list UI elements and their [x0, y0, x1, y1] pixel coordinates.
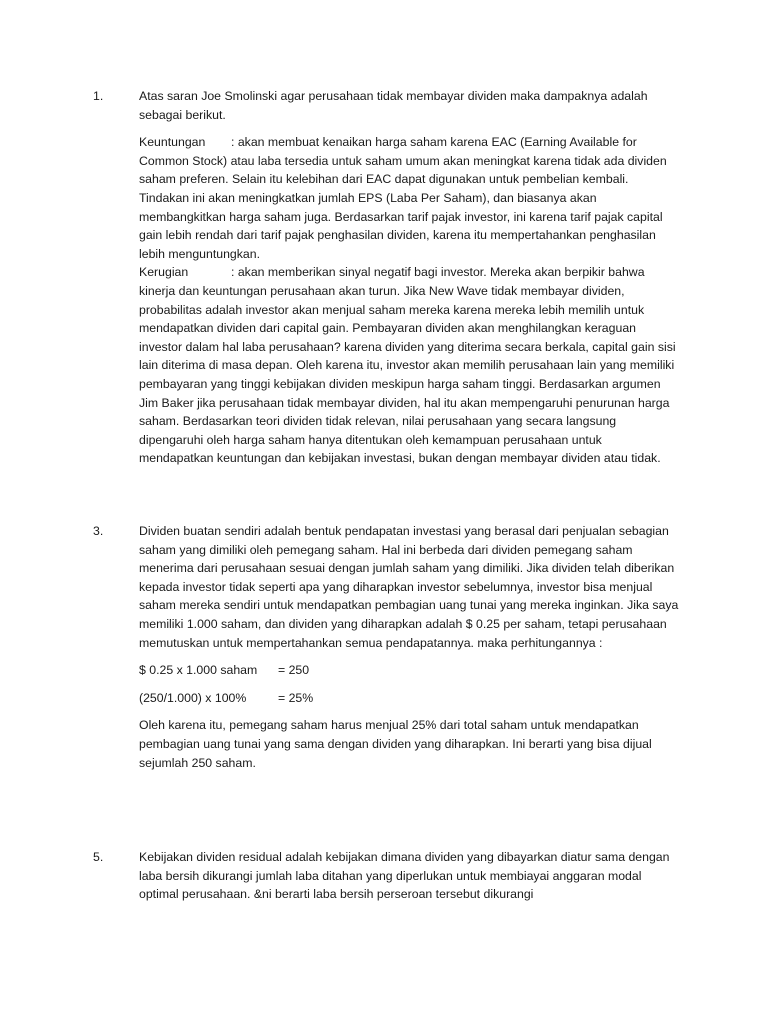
item-number: 5.	[93, 850, 104, 864]
item-content	[139, 522, 679, 772]
kerugian-text: : akan memberikan sinyal negatif bagi investor. Mereka akan berpikir bahwa kinerja dan keuntungan perusahaan akan turun. Jika New Wave tidak membayar dividen, probabilitas adalah investor akan menjual saham mereka karena mereka lebih memilih untuk mendapatkan dividen dari capital gain. Pembayaran dividen akan menghilangkan keraguan investor dalam hal laba perusahaan? karena dividen yang diterima secara berkala, capital gain sisi lain diterima di masa depan. Oleh karena itu, investor akan memilih perusahaan lain yang memiliki pembayaran yang tinggi kebijakan dividen meskipun harga saham tinggi. Berdasarkan argumen Jim Baker jika perusahaan tidak membayar dividen, hal itu akan mempengaruhi penurunan harga saham. Berdasarkan teori dividen tidak relevan, nilai perusahaan yang secara langsung dipengaruhi oleh harga saham hanya ditentukan oleh kemampuan perusahaan untuk mendapatkan keuntungan dan kebijakan investasi, bukan dengan membayar dividen atau tidak.	[139, 265, 676, 466]
item-number: 1.	[93, 89, 104, 103]
calculation-row-1	[139, 661, 679, 680]
residual-dividend-paragraph: Kebijakan dividen residual adalah kebijakan dimana dividen yang dibayarkan diatur sama dengan laba bersih dikurangi jumlah laba ditahan yang diperlukan untuk membiayai anggaran modal optimal perusahaan. &ni berarti laba bersih perseroan tersebut dikurangi	[139, 850, 670, 902]
calculation-result: = 25%	[278, 690, 314, 705]
keuntungan-paragraph	[139, 133, 679, 263]
calculation-left: (250/1.000) x 100%	[139, 690, 247, 705]
self-dividend-paragraph: Dividen buatan sendiri adalah bentuk pendapatan investasi yang berasal dari penjualan sebagian saham yang dimiliki oleh pemegang saham. Hal ini berbeda dari dividen pemegang saham menerima dari perusahaan sesuai dengan jumlah saham yang dimiliki. Jika dividen telah diberikan kepada investor tidak seperti apa yang diharapkan investor sebelumnya, investor bisa menjual saham mereka sendiri untuk mendapatkan pembagian uang tunai yang mereka inginkan. Jika saya memiliki 1.000 saham, dan dividen yang diharapkan adalah $ 0.25 per saham, tetapi perusahaan memutuskan untuk mempertahankan semua pendapatannya. maka perhitungannya :	[139, 524, 679, 650]
item-content	[139, 87, 679, 468]
keuntungan-text: : akan membuat kenaikan harga saham karena EAC (Earning Available for Common Stock) atau laba tersedia untuk saham umum akan meningkat karena tidak ada dividen saham preferen. Selain itu kelebihan dari EAC dapat digunakan untuk pembelian kembali. Tindakan ini akan meningkatkan jumlah EPS (Laba Per Saham), dan biasanya akan membangkitkan harga saham juga. Berdasarkan tarif pajak investor, ini karena tarif pajak capital gain lebih rendah dari tarif pajak penghasilan dividen, karena itu mempertahankan penghasilan lebih menguntungkan.	[139, 135, 667, 261]
kerugian-label: Kerugian	[139, 265, 189, 280]
calculation-result: = 250	[278, 663, 310, 678]
intro-paragraph: Atas saran Joe Smolinski agar perusahaan tidak membayar dividen maka dampaknya adalah sebagai berikut.	[139, 89, 648, 122]
calculation-row-2	[139, 689, 679, 708]
kerugian-paragraph	[139, 263, 679, 468]
conclusion-paragraph: Oleh karena itu, pemegang saham harus menjual 25% dari total saham untuk mendapatkan pembagian uang tunai yang sama dengan dividen yang diharapkan. Ini berarti yang bisa dijual sejumlah 250 saham.	[139, 718, 652, 770]
keuntungan-label: Keuntungan	[139, 135, 206, 150]
item-content	[139, 848, 679, 904]
calculation-left: $ 0.25 x 1.000 saham	[139, 663, 258, 678]
item-number: 3.	[93, 524, 104, 538]
